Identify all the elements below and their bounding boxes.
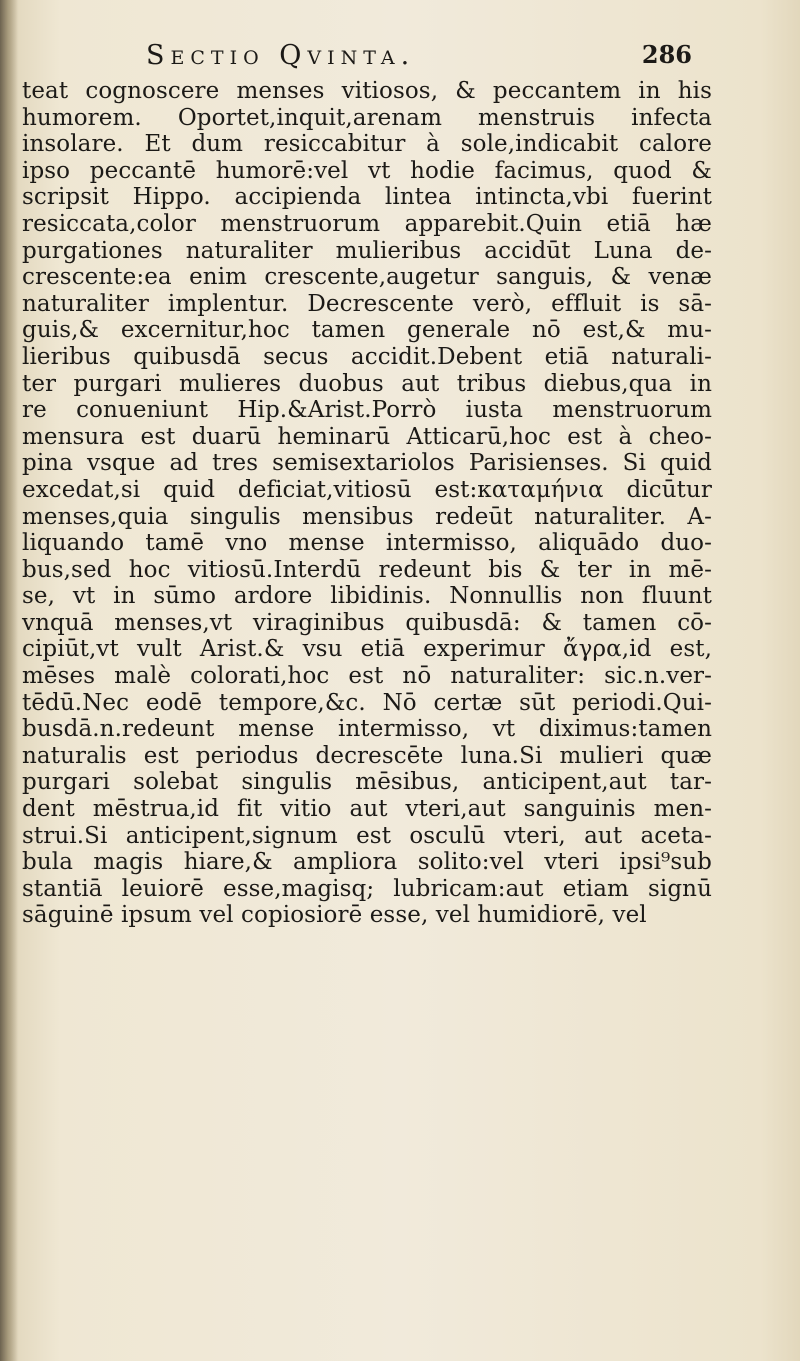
text-line: se, vt in sūmo ardore libidinis. Nonnullis non fluunt bbox=[22, 583, 712, 610]
text-line: ter purgari mulieres duobus aut tribus diebus,qua in bbox=[22, 370, 712, 397]
text-line: bus,sed hoc vitiosū.Interdū redeunt bis & ter in mē- bbox=[22, 556, 712, 583]
text-line: humorem. Oportet,inquit,arenam menstruis infecta bbox=[22, 104, 712, 131]
running-head: Sectio Qvinta. bbox=[146, 40, 416, 71]
text-line: purgari solebat singulis mēsibus, anticipent,aut tar- bbox=[22, 769, 712, 796]
text-line: purgationes naturaliter mulieribus accidūt Luna de- bbox=[22, 237, 712, 264]
text-line: strui.Si anticipent,signum est osculū vteri, aut aceta- bbox=[22, 822, 712, 849]
page-number: 286 bbox=[641, 40, 692, 69]
text-line: resiccata,color menstruorum apparebit.Quin etiā hæ bbox=[22, 210, 712, 237]
text-line: bula magis hiare,& ampliora solito:vel vteri ipsi⁹sub bbox=[22, 849, 712, 876]
text-line: menses,quia singulis mensibus redeūt naturaliter. A- bbox=[22, 503, 712, 530]
text-line: ipso peccantē humorē:vel vt hodie facimus, quod & bbox=[22, 157, 712, 184]
text-line: liquando tamē vno mense intermisso, aliquādo duo- bbox=[22, 530, 712, 557]
text-line: naturalis est periodus decrescēte luna.Si mulieri quæ bbox=[22, 742, 712, 769]
text-line: sāguinē ipsum vel copiosiorē esse, vel humidiorē, vel bbox=[22, 902, 647, 929]
text-line: dent mēstrua,id fit vitio aut vteri,aut sanguinis men- bbox=[22, 796, 712, 823]
text-line: guis,& excernitur,hoc tamen generale nō est,& mu- bbox=[22, 317, 712, 344]
text-line: crescente:ea enim crescente,augetur sanguis, & venæ bbox=[22, 264, 712, 291]
text-line: mensura est duarū heminarū Atticarū,hoc est à cheo- bbox=[22, 423, 712, 450]
text-line: cipiūt,vt vult Arist.& vsu etiā experimur ἄγρα,id est, bbox=[22, 636, 712, 663]
text-line: stantiā leuiorē esse,magisq; lubricam:aut etiam signū bbox=[22, 875, 712, 902]
text-line: pina vsque ad tres semisextariolos Parisienses. Si quid bbox=[22, 450, 712, 477]
text-line: lieribus quibusdā secus accidit.Debent etiā naturali- bbox=[22, 343, 712, 370]
page-gutter-shadow bbox=[0, 0, 18, 1361]
text-line: vnquā menses,vt viraginibus quibusdā: & tamen cō- bbox=[22, 609, 712, 636]
text-line: mēses malè colorati,hoc est nō naturaliter: sic.n.ver- bbox=[22, 663, 712, 690]
text-line: re conueniunt Hip.&Arist.Porrò iusta menstruorum bbox=[22, 397, 712, 424]
text-line: excedat,si quid deficiat,vitiosū est:καταμήνια dicūtur bbox=[22, 476, 712, 503]
text-line: naturaliter implentur. Decrescente verò, effluit is sā- bbox=[22, 290, 712, 317]
page-header bbox=[146, 40, 706, 80]
text-line: scripsit Hippo. accipienda lintea intincta,vbi fuerint bbox=[22, 184, 712, 211]
text-line: busdā.n.redeunt mense intermisso, vt diximus:tamen bbox=[22, 716, 712, 743]
text-line: tēdū.Nec eodē tempore,&c. Nō certæ sūt periodi.Qui- bbox=[22, 689, 712, 716]
text-line: insolare. Et dum resiccabitur à sole,indicabit calore bbox=[22, 131, 712, 158]
text-line: teat cognoscere menses vitiosos, & peccantem in his bbox=[22, 78, 712, 104]
body-text bbox=[22, 78, 712, 929]
